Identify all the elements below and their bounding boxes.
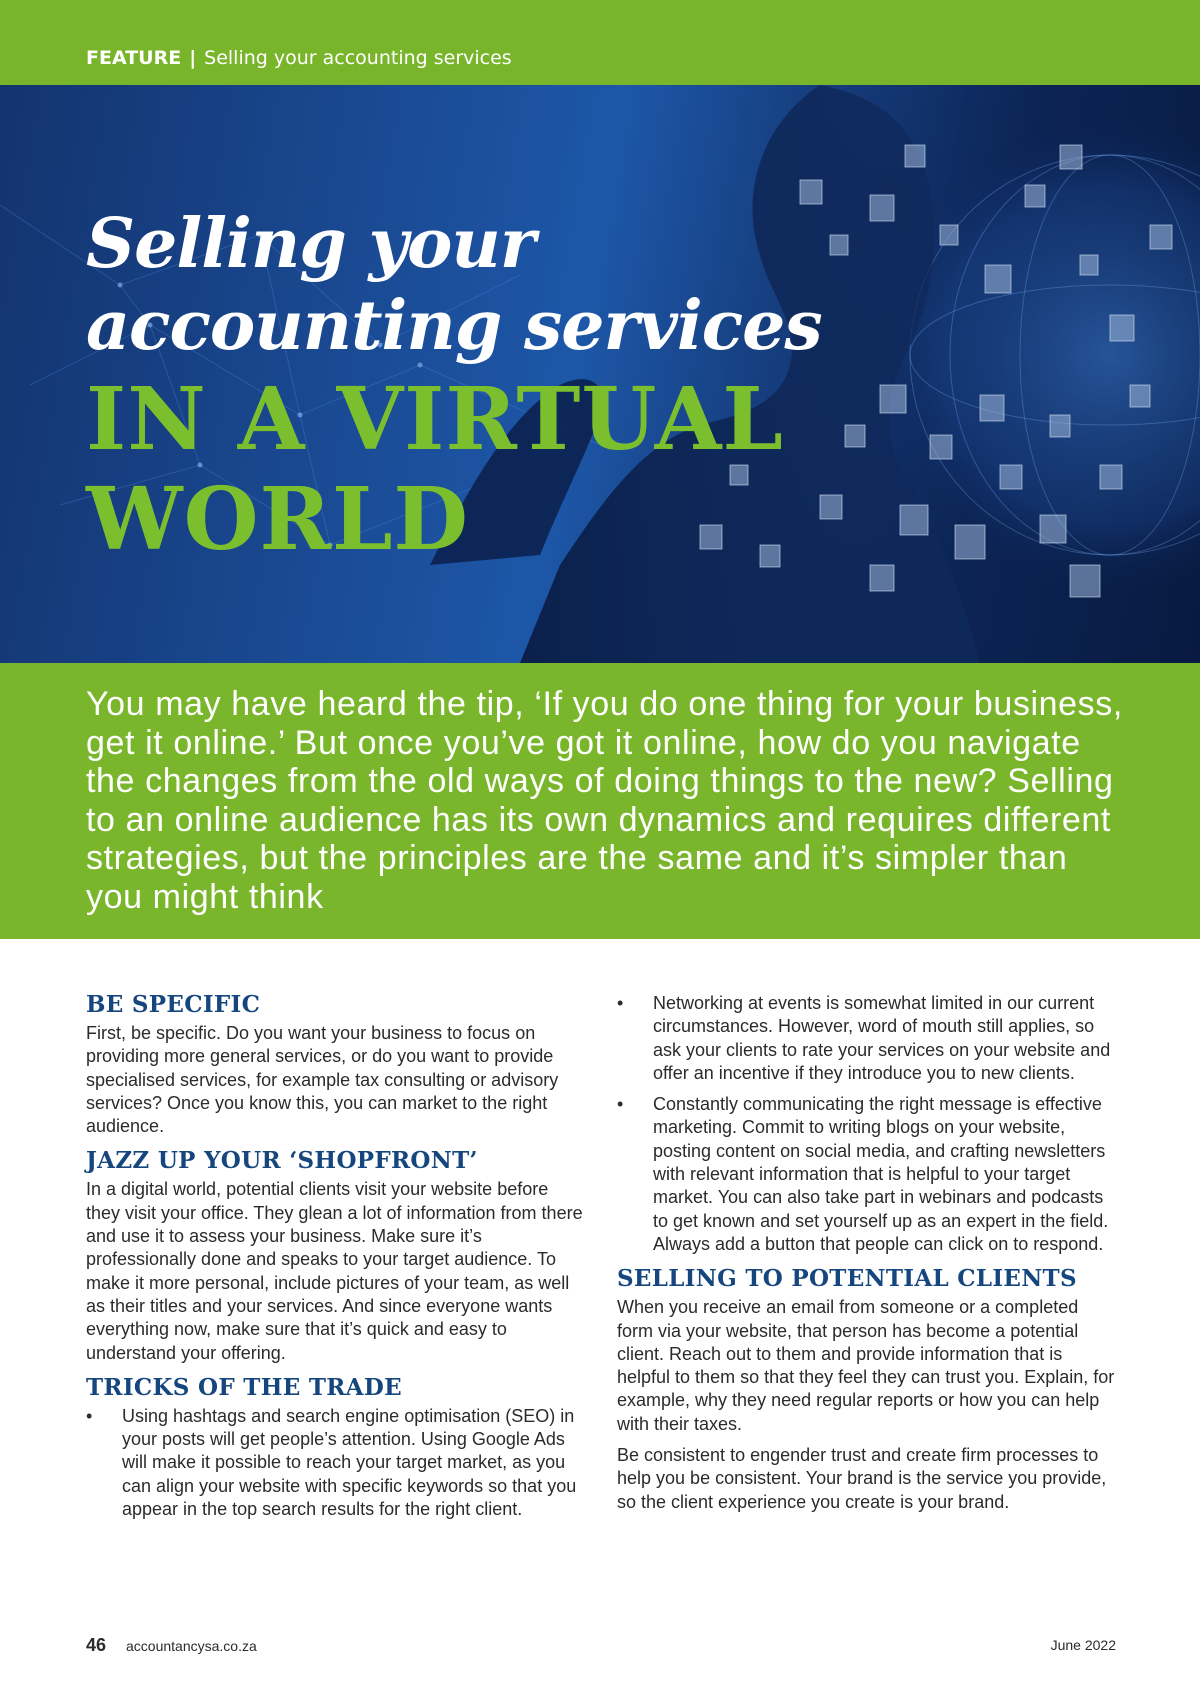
heading-selling: SELLING TO POTENTIAL CLIENTS xyxy=(617,1265,1077,1293)
bullet-marker: • xyxy=(617,993,624,1013)
section-name: FEATURE xyxy=(86,47,182,69)
intro-band xyxy=(0,663,1200,939)
tricks-list xyxy=(86,1405,586,1521)
bullet-marker: • xyxy=(86,1405,93,1426)
issue-date: June 2022 xyxy=(1050,1637,1116,1653)
heading-shopfront: JAZZ UP YOUR ‘SHOPFRONT’ xyxy=(86,1147,478,1175)
section-subtitle: Selling your accounting services xyxy=(204,47,512,69)
section-separator: | xyxy=(189,47,197,69)
section-label xyxy=(86,47,512,69)
page-number: 46 xyxy=(86,1635,107,1655)
paragraph-selling-1: When you receive an email from someone or a completed form via your website, that person has become a potential client. Reach out to them and provide information that is helpful to them so that they feel they can trust you. Explain, for example, why they need regular reports or how you can help with their taxes. xyxy=(617,1297,1115,1434)
header-bar xyxy=(0,0,1200,85)
tricks-list-continued xyxy=(617,992,1117,1256)
intro-text: You may have heard the tip, ‘If you do one thing for your business, get it online.’ But once you’ve got it online, how do you navigate the changes from the old ways of doing things to the new? Selling to an online audience has its own dynamics and requires different strategies, but the principles are the same and it’s simpler than you might think xyxy=(86,685,1123,916)
heading-tricks: TRICKS OF THE TRADE xyxy=(86,1373,402,1401)
title-line-4: WORLD xyxy=(86,469,470,570)
title-line-1: Selling your xyxy=(86,204,535,284)
paragraph-be-specific: First, be specific. Do you want your business to focus on providing more general services, or do you want to provide specialised services, for example tax consulting or advisory services? Once you know this, you can market to the right audience. xyxy=(86,1023,559,1137)
heading-be-specific: BE SPECIFIC xyxy=(86,991,261,1018)
title-line-3: IN A VIRTUAL xyxy=(86,369,784,470)
list-item xyxy=(86,1405,586,1521)
list-item xyxy=(617,1093,1117,1256)
left-column xyxy=(86,990,586,1529)
hero-banner xyxy=(0,85,1200,663)
page-footer xyxy=(0,1635,1200,1665)
paragraph-selling-2: Be consistent to engender trust and create firm processes to help you be consistent. Your brand is the service you provide, so the client experience you create is your brand. xyxy=(617,1445,1107,1512)
paragraph-shopfront: In a digital world, potential clients visit your website before they visit your office. They glean a lot of information from there and use it to assess your business. Make sure it’s professionally done and speaks to your target audience. To make it more personal, include pictures of your team, as well as their titles and your services. And since everyone wants everything now, make sure that it’s quick and easy to understand your offering. xyxy=(86,1179,583,1363)
bullet-marker: • xyxy=(617,1094,624,1115)
article-title xyxy=(86,203,846,570)
list-item-text: Using hashtags and search engine optimisation (SEO) in your posts will get people’s attention. Using Google Ads will make it possible to reach your target market, as you can align your website with specific keywords so that you appear in the top search results for the right client. xyxy=(122,1405,577,1520)
list-item-text: Networking at events is somewhat limited in our current circumstances. However, word of mouth still applies, so ask your clients to rate your services on your website and offer an incentive if they introduce you to new clients. xyxy=(653,993,1111,1083)
title-line-2: accounting services xyxy=(86,286,822,366)
footer-website: accountancysa.co.za xyxy=(126,1638,257,1654)
list-item-text: Constantly communicating the right message is effective marketing. Commit to writing blogs on your website, posting content on social media, and crafting newsletters with relevant information that is helpful to your target market. You can also take part in webinars and podcasts to get known and set yourself up as an expert in the field. Always add a button that people can click on to respond. xyxy=(653,1094,1109,1254)
list-item xyxy=(617,992,1117,1085)
right-column xyxy=(617,992,1117,1522)
